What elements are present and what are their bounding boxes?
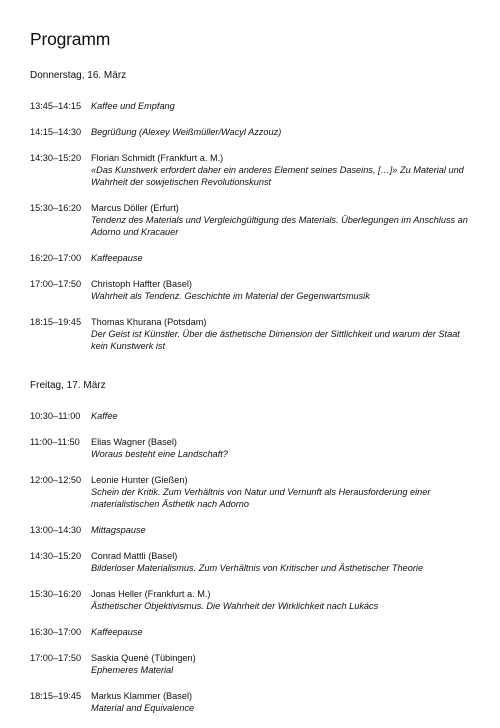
schedule-entry [30,316,470,352]
schedule-entry [30,152,470,188]
entry-time: 18:15–19:45 [30,691,82,701]
entry-content [91,626,470,638]
entry-time: 14:30–15:20 [30,153,82,163]
entry-time: 18:15–19:45 [30,317,82,327]
entry-title: Tendenz des Materials und Vergleichgültigung des Materials. Überlegungen im Anschluss an Adorno und Kracauer [91,215,468,237]
entry-content [91,588,470,612]
entry-time: 16:30–17:00 [30,627,82,637]
entry-speaker: Elias Wagner (Basel) [91,437,177,447]
entry-time: 10:30–11:00 [30,411,81,421]
schedule-entry [30,550,470,574]
entry-time: 15:30–16:20 [30,589,82,599]
entry-speaker: Thomas Khurana (Potsdam) [91,317,207,327]
entry-content [91,278,470,302]
schedule-entry [30,588,470,612]
entry-time: 16:20–17:00 [30,253,82,263]
entry-time: 12:00–12:50 [30,475,82,485]
entry-content [91,126,470,138]
entry-time: 13:00–14:30 [30,525,82,535]
entry-title: Woraus besteht eine Landschaft? [91,449,228,459]
entry-content [91,202,470,238]
day-heading: Donnerstag, 16. März [30,70,127,81]
day-heading: Freitag, 17. März [30,380,106,391]
entry-title: Der Geist ist Künstler. Über die ästhetische Dimension der Sittlichkeit und warum der Staat kein Kunstwerk ist [91,329,460,351]
entry-title: Wahrheit als Tendenz. Geschichte im Material der Gegenwartsmusik [91,291,370,301]
entry-speaker: Jonas Heller (Frankfurt a. M.) [91,589,211,599]
entry-content [91,252,470,264]
schedule-entry [30,436,470,460]
program-page [30,28,470,728]
entry-title: Kaffee und Empfang [91,101,175,111]
entry-time: 11:00–11:50 [30,437,80,447]
entry-content [91,410,470,422]
entry-title: Kaffeepause [91,627,143,637]
entry-time: 15:30–16:20 [30,203,82,213]
entry-content [91,524,470,536]
entry-title: Schein der Kritik. Zum Verhältnis von Natur und Vernunft als Herausforderung einer materialistischen Ästhetik nach Adorno [91,487,431,509]
entry-content [91,690,470,714]
schedule-entry [30,278,470,302]
schedule-entry [30,202,470,238]
entry-title: Ästhetischer Objektivismus. Die Wahrheit der Wirklichkeit nach Lukács [91,601,379,611]
entry-title: Kaffeepause [91,253,143,263]
entry-content [91,436,470,460]
schedule-entry [30,690,470,714]
schedule-entry [30,474,470,510]
entry-content [91,652,470,676]
entry-time: 14:30–15:20 [30,551,82,561]
entry-title: Begrüßung (Alexey Weißmüller/Wacyl Azzouz) [91,127,282,137]
entry-title: Kaffee [91,411,118,421]
entry-title: Ephemeres Material [91,665,174,675]
entry-title: Material and Equivalence [91,703,195,713]
entry-time: 13:45–14:15 [30,101,82,111]
entry-speaker: Saskia Quené (Tübingen) [91,653,196,663]
schedule-entry [30,652,470,676]
entry-speaker: Florian Schmidt (Frankfurt a. M.) [91,153,224,163]
entry-content [91,316,470,352]
schedule-entry [30,410,470,422]
schedule-entry [30,252,470,264]
entry-time: 17:00–17:50 [30,653,82,663]
schedule-entry [30,100,470,112]
schedule-entry [30,126,470,138]
entry-content [91,152,470,188]
entry-speaker: Markus Klammer (Basel) [91,691,193,701]
entry-title: Mittagspause [91,525,146,535]
schedule-entry [30,626,470,638]
schedule-entry [30,524,470,536]
entry-content [91,474,470,510]
schedule [30,70,470,714]
entry-speaker: Marcus Döller (Erfurt) [91,203,179,213]
entry-time: 17:00–17:50 [30,279,82,289]
entry-title: Bilderloser Materialismus. Zum Verhältnis von Kritischer und Ästhetischer Theorie [91,563,424,573]
entry-speaker: Conrad Mattli (Basel) [91,551,178,561]
page-title: Programm [30,29,111,49]
entry-content [91,100,470,112]
entry-speaker: Christoph Haffter (Basel) [91,279,192,289]
entry-time: 14:15–14:30 [30,127,82,137]
entry-content [91,550,470,574]
entry-speaker: Leonie Hunter (Gießen) [91,475,188,485]
entry-title: «Das Kunstwerk erfordert daher ein anderes Element seines Daseins, […]» Zu Material und Wahrheit der sowjetischen Revolutionskunst [91,165,464,187]
